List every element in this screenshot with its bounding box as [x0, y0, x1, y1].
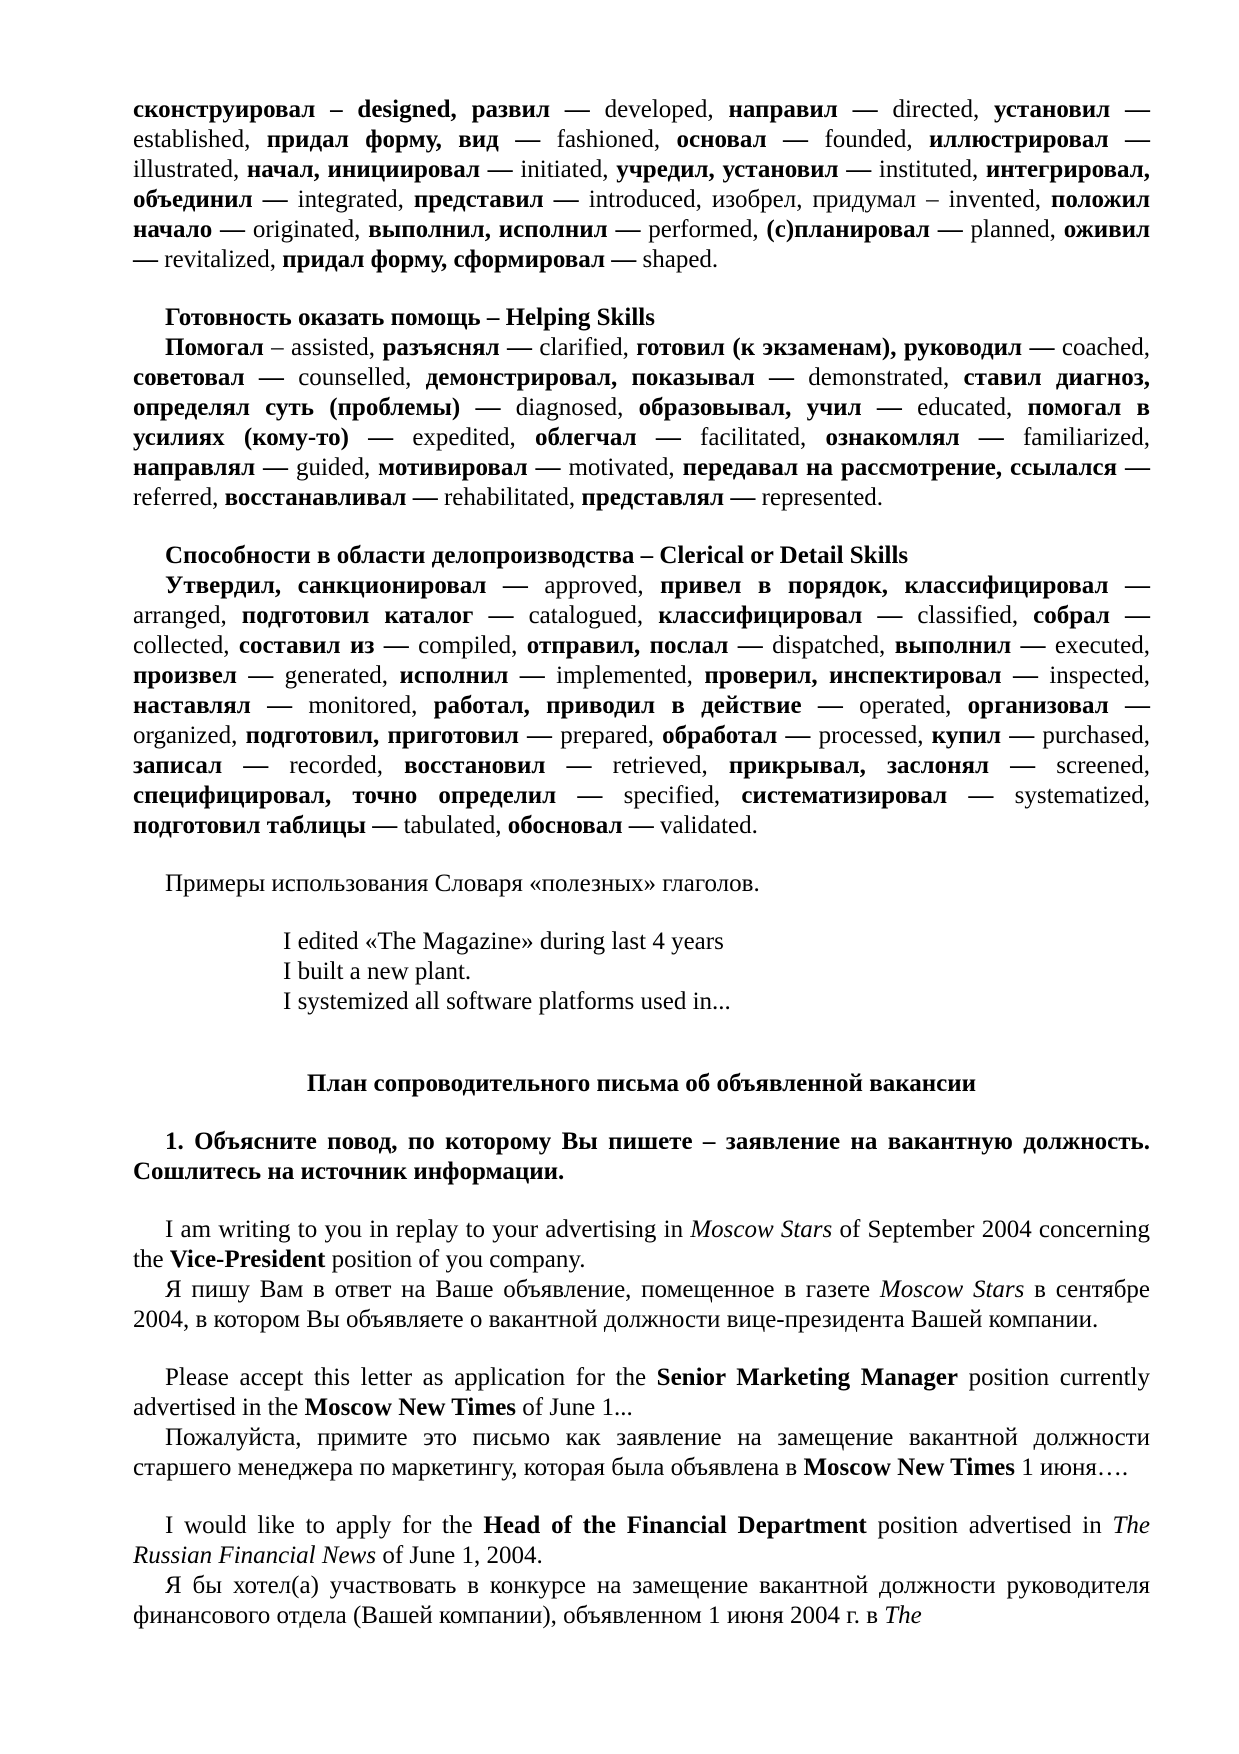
paragraph-helping-verbs: Помогал – assisted, разъяснял — clarified, готовил (к экзаменам), руководил — coached, советовал — counselled, демонстрировал, показывал — demonstrated, ставил диагноз, определял суть (проблемы) — diagnosed, образовывал, учил — educated, помогал в усилиях (кому-то) — expedited, облегчал — facilitated, ознакомлял — familiarized, направлял — guided, мотивировал — motivated, передавал на рассмотрение, ссылался — referred, восстанавливал — rehabilitated, представлял — represented.	[133, 334, 1151, 511]
example-sentence: I built a new plant.	[283, 958, 472, 985]
paragraph-letter-en-vice-president: I am writing to you in replay to your advertising in Moscow Stars of September 2004 concerning the Vice-President position of you company.	[133, 1216, 1150, 1273]
example-sentences	[283, 927, 1150, 1017]
paragraph-management-verbs: сконструировал – designed, развил — developed, направил — directed, установил — established, придал форму, вид — fashioned, основал — founded, иллюстрировал — illustrated, начал, инициировал — initiated, учредил, установил — instituted, интегрировал, объединил — integrated, представил — introduced, изобрел, придумал – invented, положил начало — originated, выполнил, исполнил — performed, (с)планировал — planned, оживил — revitalized, придал форму, сформировал — shaped.	[133, 96, 1151, 273]
heading-cover-letter-plan: План сопроводительного письма об объявленной вакансии	[306, 1070, 977, 1097]
heading-clerical-skills: Способности в области делопроизводства – Clerical or Detail Skills	[165, 542, 909, 569]
paragraph-letter-ru-marketing-manager: Пожалуйста, примите это письмо как заявление на замещение вакантной должности старшего менеджера по маркетингу, которая была объявлена в Moscow New Times 1 июня….	[133, 1424, 1150, 1481]
paragraph-letter-en-marketing-manager: Please accept this letter as application for the Senior Marketing Manager position currently advertised in the Moscow New Times of June 1...	[133, 1364, 1150, 1421]
example-sentence: I edited «The Magazine» during last 4 years	[283, 928, 724, 955]
paragraph-clerical-verbs: Утвердил, санкционировал — approved, привел в порядок, классифицировал — arranged, подготовил каталог — catalogued, классифицировал — classified, собрал — collected, составил из — compiled, отправил, послал — dispatched, выполнил — executed, произвел — generated, исполнил — implemented, проверил, инспектировал — inspected, наставлял — monitored, работал, приводил в действие — operated, организовал — organized, подготовил, приготовил — prepared, обработал — processed, купил — purchased, записал — recorded, восстановил — retrieved, прикрывал, заслонял — screened, специфицировал, точно определил — specified, систематизировал — systematized, подготовил таблицы — tabulated, обосновал — validated.	[133, 572, 1151, 839]
paragraph-letter-ru-financial-head: Я бы хотел(а) участвовать в конкурсе на замещение вакантной должности руководителя финансового отдела (Вашей компании), объявленном 1 июня 2004 г. в The	[133, 1572, 1150, 1629]
paragraph-letter-en-financial-head: I would like to apply for the Head of the Financial Department position advertised in The Russian Financial News of June 1, 2004.	[133, 1512, 1151, 1569]
heading-helping-skills: Готовность оказать помощь – Helping Skills	[165, 304, 655, 331]
paragraph-examples-intro: Примеры использования Словаря «полезных» глаголов.	[165, 870, 760, 897]
example-sentence: I systemized all software platforms used in...	[283, 988, 731, 1015]
paragraph-plan-item-1: 1. Объясните повод, по которому Вы пишете – заявление на вакантную должность. Сошлитесь на источник информации.	[133, 1128, 1150, 1185]
paragraph-letter-ru-vice-president: Я пишу Вам в ответ на Ваше объявление, помещенное в газете Moscow Stars в сентябре 2004, в котором Вы объявляете о вакантной должности вице-президента Вашей компании.	[133, 1276, 1151, 1333]
